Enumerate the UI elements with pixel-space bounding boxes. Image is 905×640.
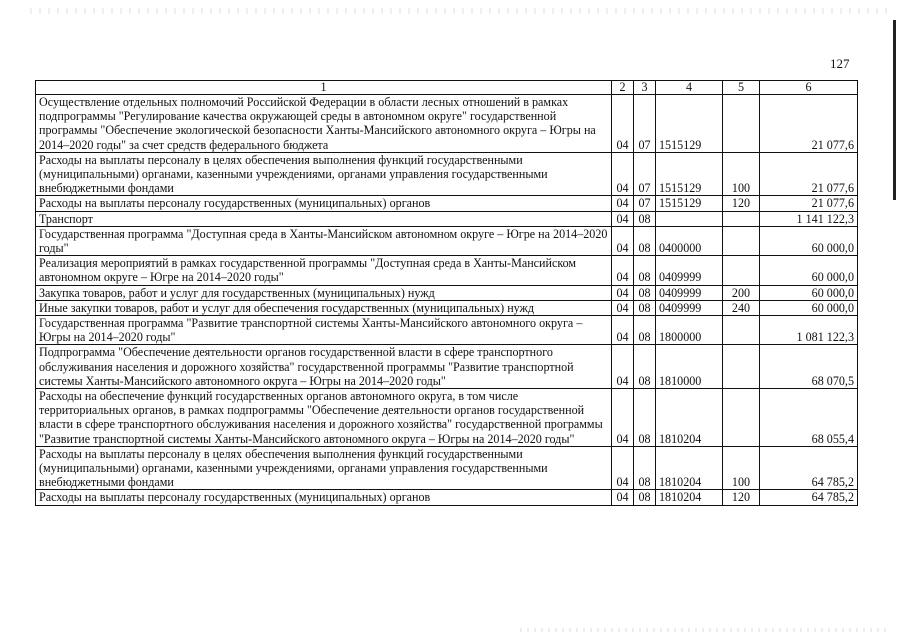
row-section-cell: 04	[612, 285, 634, 300]
row-target-article-cell	[656, 211, 723, 226]
row-subsection-cell: 08	[634, 256, 656, 285]
row-target-article-cell: 1515129	[656, 196, 723, 211]
row-section-cell: 04	[612, 256, 634, 285]
row-amount-cell: 64 785,2	[760, 490, 858, 505]
header-col-5: 5	[723, 81, 760, 95]
row-expense-type-cell	[723, 211, 760, 226]
row-amount-cell: 68 055,4	[760, 389, 858, 447]
row-section-cell: 04	[612, 95, 634, 153]
row-expense-type-cell	[723, 95, 760, 153]
row-name-cell: Транспорт	[36, 211, 612, 226]
row-name-cell: Подпрограмма "Обеспечение деятельности органов государственной власти в сфере транспортного обслуживания населения и дорожного хозяйства" государственной программы "Развитие транспортной системы Ханты-Мансийского автономного округа – Югры на 2014–2020 годы"	[36, 345, 612, 389]
row-name-cell: Иные закупки товаров, работ и услуг для обеспечения государственных (муниципальных) нужд	[36, 300, 612, 315]
row-name-cell: Закупка товаров, работ и услуг для государственных (муниципальных) нужд	[36, 285, 612, 300]
table-row	[36, 389, 858, 447]
row-amount-cell: 21 077,6	[760, 152, 858, 196]
row-name-cell: Осуществление отдельных полномочий Российской Федерации в области лесных отношений в рамках подпрограммы "Регулирование качества окружающей среды в автономном округе" государственной программы "Обеспечение экологической безопасности Ханты-Мансийского автономного округа – Югры на 2014–2020 годы" за счет средств федерального бюджета	[36, 95, 612, 153]
row-subsection-cell: 08	[634, 345, 656, 389]
row-target-article-cell: 1515129	[656, 95, 723, 153]
row-expense-type-cell	[723, 256, 760, 285]
scan-artifact-bottom	[520, 628, 890, 632]
row-amount-cell: 1 081 122,3	[760, 316, 858, 345]
row-target-article-cell: 1800000	[656, 316, 723, 345]
row-expense-type-cell	[723, 389, 760, 447]
row-expense-type-cell: 100	[723, 152, 760, 196]
row-amount-cell: 21 077,6	[760, 196, 858, 211]
header-col-4: 4	[656, 81, 723, 95]
table-row	[36, 300, 858, 315]
row-expense-type-cell: 120	[723, 490, 760, 505]
row-target-article-cell: 0409999	[656, 256, 723, 285]
table-row	[36, 285, 858, 300]
header-col-2: 2	[612, 81, 634, 95]
row-amount-cell: 21 077,6	[760, 95, 858, 153]
row-subsection-cell: 08	[634, 211, 656, 226]
table-row	[36, 490, 858, 505]
budget-table	[35, 80, 858, 506]
header-col-3: 3	[634, 81, 656, 95]
row-amount-cell: 60 000,0	[760, 256, 858, 285]
scan-artifact-top	[30, 8, 890, 14]
row-expense-type-cell	[723, 226, 760, 255]
row-expense-type-cell: 200	[723, 285, 760, 300]
row-target-article-cell: 1810204	[656, 389, 723, 447]
row-subsection-cell: 08	[634, 226, 656, 255]
table-row	[36, 345, 858, 389]
row-amount-cell: 68 070,5	[760, 345, 858, 389]
row-target-article-cell: 0409999	[656, 300, 723, 315]
table-row	[36, 446, 858, 490]
row-section-cell: 04	[612, 345, 634, 389]
row-subsection-cell: 08	[634, 316, 656, 345]
row-section-cell: 04	[612, 211, 634, 226]
row-amount-cell: 60 000,0	[760, 226, 858, 255]
scan-edge-line	[893, 20, 896, 200]
row-section-cell: 04	[612, 226, 634, 255]
header-col-6: 6	[760, 81, 858, 95]
row-subsection-cell: 08	[634, 300, 656, 315]
row-target-article-cell: 1810204	[656, 490, 723, 505]
row-subsection-cell: 08	[634, 490, 656, 505]
table-row	[36, 256, 858, 285]
table-row	[36, 211, 858, 226]
row-subsection-cell: 08	[634, 446, 656, 490]
row-name-cell: Расходы на выплаты персоналу государственных (муниципальных) органов	[36, 490, 612, 505]
table-row	[36, 95, 858, 153]
row-subsection-cell: 07	[634, 152, 656, 196]
row-expense-type-cell: 240	[723, 300, 760, 315]
row-section-cell: 04	[612, 196, 634, 211]
row-target-article-cell: 1515129	[656, 152, 723, 196]
row-subsection-cell: 08	[634, 285, 656, 300]
row-subsection-cell: 07	[634, 95, 656, 153]
table-row	[36, 226, 858, 255]
row-subsection-cell: 08	[634, 389, 656, 447]
row-section-cell: 04	[612, 446, 634, 490]
row-name-cell: Государственная программа "Доступная среда в Ханты-Мансийском автономном округе – Югре на 2014–2020 годы"	[36, 226, 612, 255]
page-number: 127	[830, 56, 850, 71]
row-target-article-cell: 0409999	[656, 285, 723, 300]
row-section-cell: 04	[612, 300, 634, 315]
row-expense-type-cell	[723, 345, 760, 389]
table-row	[36, 152, 858, 196]
row-target-article-cell: 0400000	[656, 226, 723, 255]
table-row	[36, 196, 858, 211]
row-section-cell: 04	[612, 316, 634, 345]
row-name-cell: Расходы на выплаты персоналу в целях обеспечения выполнения функций государственными (муниципальными) органами, казенными учреждениями, органами управления государственными внебюджетными фондами	[36, 446, 612, 490]
row-name-cell: Расходы на выплаты персоналу в целях обеспечения выполнения функций государственными (муниципальными) органами, казенными учреждениями, органами управления государственными внебюджетными фондами	[36, 152, 612, 196]
table-body	[36, 95, 858, 506]
row-name-cell: Расходы на обеспечение функций государственных органов автономного округа, в том числе территориальных органов, в рамках подпрограммы "Обеспечение деятельности органов государственной власти в сфере транспортного обслуживания населения и дорожного хозяйства" государственной программы "Развитие транспортной системы Ханты-Мансийского автономного округа – Югры на 2014–2020 годы"	[36, 389, 612, 447]
row-amount-cell: 60 000,0	[760, 300, 858, 315]
header-col-1: 1	[36, 81, 612, 95]
row-amount-cell: 64 785,2	[760, 446, 858, 490]
row-section-cell: 04	[612, 389, 634, 447]
row-name-cell: Расходы на выплаты персоналу государственных (муниципальных) органов	[36, 196, 612, 211]
table-row	[36, 316, 858, 345]
row-name-cell: Государственная программа "Развитие транспортной системы Ханты-Мансийского автономного округа – Югры на 2014–2020 годы"	[36, 316, 612, 345]
row-target-article-cell: 1810204	[656, 446, 723, 490]
row-section-cell: 04	[612, 152, 634, 196]
row-expense-type-cell: 120	[723, 196, 760, 211]
row-subsection-cell: 07	[634, 196, 656, 211]
row-target-article-cell: 1810000	[656, 345, 723, 389]
row-section-cell: 04	[612, 490, 634, 505]
row-expense-type-cell: 100	[723, 446, 760, 490]
row-amount-cell: 60 000,0	[760, 285, 858, 300]
row-name-cell: Реализация мероприятий в рамках государственной программы "Доступная среда в Ханты-Мансийском автономном округе – Югре на 2014–2020 годы"	[36, 256, 612, 285]
row-amount-cell: 1 141 122,3	[760, 211, 858, 226]
table-header-row	[36, 81, 858, 95]
row-expense-type-cell	[723, 316, 760, 345]
